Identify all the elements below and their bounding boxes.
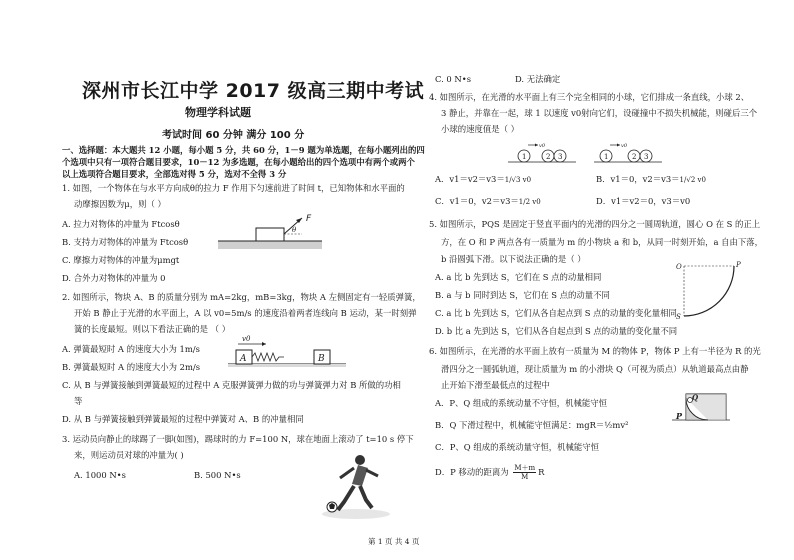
page-footer: 第 1 页 共 4 页 <box>368 537 420 546</box>
svg-text:3: 3 <box>558 153 563 161</box>
svg-text:2: 2 <box>546 153 551 161</box>
svg-text:v0: v0 <box>539 143 546 149</box>
q4-stem: 小球的速度值是（ ） <box>441 124 520 134</box>
q3-stem: 3. 运动员向静止的球踢了一脚(如图)，踢球时的力 F=100 N，球在地面上滚动了 t=10 s 停下 <box>62 434 414 444</box>
svg-text:v0: v0 <box>621 143 628 149</box>
q2-stem: 开始 B 静止于光滑的水平面上，A 以 v0=5m/s 的速度沿着两者连线向 B 运动，某一时刻弹 <box>74 308 417 318</box>
q1-stem: 1. 如图，一个物体在与水平方向成θ的拉力 F 作用下匀速前进了时间 t，已知物体和水平面的 <box>62 183 405 193</box>
q4-option-d: D．v1＝v2＝0，v3＝v0 <box>596 196 691 206</box>
q2-option-d: D. 从 B 与弹簧接触到弹簧最短的过程中弹簧对 A、B 的冲量相同 <box>62 414 304 424</box>
svg-text:P: P <box>676 411 683 421</box>
q5-arc-track <box>684 266 734 316</box>
q1-figure <box>210 210 330 255</box>
q4-stem: 3 静止，并靠在一起，球 1 以速度 v0射向它们，设碰撞中不损失机械能，则碰后三个 <box>441 108 758 118</box>
q6-fraction-denominator: M <box>521 473 529 481</box>
instructions-line: 个选项中只有一项符合题目要求，10－12 为多选题，在每小题给出的四个选项中有两个或两个 <box>62 157 415 167</box>
instructions-line: 一、选择题：本大题共 12 小题，每小题 5 分，共 60 分，1－9 题为单选题，在每小题列出的四 <box>62 145 425 155</box>
q4-figure <box>508 142 668 166</box>
q1-angle-label: θ <box>292 226 297 234</box>
q3-option-a: A. 1000 N•s <box>74 470 126 480</box>
svg-text:Q: Q <box>692 393 699 402</box>
q6-stem: 6. 如图所示，在光滑的水平面上放有一质量为 M 的物体 P，物体 P 上有一半径为 R 的光 <box>429 346 761 356</box>
exam-info: 考试时间 60 分钟 满分 100 分 <box>162 130 305 141</box>
q6-option-d: D．P 移动的距离为 $\frac{M+m}{M}$ R <box>435 464 545 481</box>
q1-option-b: B. 支持力对物体的冲量为 Ftcosθ <box>62 237 189 247</box>
q6-stem: 滑四分之一圆弧轨道，现让质量为 m 的小滑块 Q（可视为质点）从轨道最高点由静 <box>441 364 749 374</box>
q2-stem: 2. 如图所示，物块 A、B 的质量分别为 mA=2kg，mB=3kg，物块 A 左侧固定有一轻质弹簧， <box>62 292 421 302</box>
svg-text:2: 2 <box>632 153 637 161</box>
q6-stem: 止开始下滑至最低点的过程中 <box>441 380 550 390</box>
q1-option-a: A. 拉力对物体的冲量为 Ftcosθ <box>62 219 180 229</box>
q5-option-b: B. a 与 b 同时到达 S，它们在 S 点的动量不同 <box>435 290 610 300</box>
q2-option-a: A. 弹簧最短时 A 的速度大小为 1m/s <box>62 344 200 354</box>
q4-option-b: B．v1＝0，v2＝v3＝1/√2 v0 <box>596 174 706 184</box>
q1-stem: 动摩擦因数为μ，则（ ） <box>74 199 166 209</box>
q4-option-b-value: 1/√2 v0 <box>679 176 706 184</box>
q2-stem: 簧的长度最短。则以下看法正确的是 （ ） <box>74 324 231 334</box>
q5-option-c: C. a 比 b 先到达 S，它们从各自起点到 S 点的动量的变化量相同 <box>435 308 677 318</box>
svg-text:v0: v0 <box>242 335 251 343</box>
q1-option-c: C. 摩擦力对物体的冲量为μmgt <box>62 255 180 265</box>
q2-option-b: B. 弹簧最短时 A 的速度大小为 2m/s <box>62 362 201 372</box>
q2-option-c-cont: 等 <box>74 396 83 406</box>
q5-stem: b 沿圆弧下滑。以下说法正确的是（ ） <box>441 254 586 264</box>
q4-option-c: C．v1＝0，v2＝v3＝1/2 v0 <box>435 196 541 206</box>
svg-text:1: 1 <box>522 153 527 161</box>
q2-figure <box>228 334 348 368</box>
q4-option-c-value: 1/2 v0 <box>518 198 541 206</box>
q5-stem: 方，在 O 和 P 两点各有一质量为 m 的小物块 a 和 b，从同一时刻开始，a 自由下落， <box>441 237 764 247</box>
svg-text:P: P <box>736 261 741 269</box>
q4-option-a: A．v1＝v2＝v3＝1/√3 v0 <box>435 174 532 184</box>
q3-option-b: B. 500 N•s <box>194 470 241 480</box>
q6-figure <box>672 390 732 424</box>
svg-text:1: 1 <box>604 153 609 161</box>
q6-option-b: B．Q 下滑过程中，机械能守恒满足：mgR＝½mv² <box>435 420 629 430</box>
exam-title: 深州市长江中学 2017 级高三期中考试 <box>82 80 425 102</box>
soccer-player-illustration <box>318 452 398 522</box>
q5-option-a: A. a 比 b 先到达 S，它们在 S 点的动量相同 <box>435 272 602 282</box>
svg-text:O: O <box>676 263 682 271</box>
q3-option-c: C. 0 N•s <box>435 74 471 84</box>
svg-text:S: S <box>676 313 681 321</box>
q6-fraction-numerator: M＋m <box>514 464 536 472</box>
q1-block <box>256 228 284 241</box>
q5-figure <box>676 260 756 322</box>
q4-stem: 4. 如图所示，在光滑的水平面上有三个完全相同的小球，它们排成一条直线，小球 2、 <box>429 92 750 102</box>
q6-option-c: C．P、Q 组成的系统动量守恒，机械能守恒 <box>435 442 599 452</box>
q3-stem: 来，则运动员对球的冲量为( ) <box>74 450 184 460</box>
subject-title: 物理学科试题 <box>185 106 251 119</box>
svg-text:B: B <box>318 354 325 364</box>
q2-spring <box>252 353 284 361</box>
q2-option-c: C. 从 B 与弹簧接触到弹簧最短的过程中 A 克服弹簧弹力做的功与弹簧弹力对 B 所做的功相 <box>62 380 401 390</box>
q4-option-a-value: 1/√3 v0 <box>504 176 532 184</box>
q1-option-d: D. 合外力对物体的冲量为 0 <box>62 273 166 283</box>
instructions-line: 以上选项符合题目要求，全部选对得 5 分，选对不全得 3 分 <box>62 169 287 179</box>
q3-option-d: D. 无法确定 <box>515 74 561 84</box>
svg-text:A: A <box>240 354 247 364</box>
q5-option-d: D. b 比 a 先到达 S，它们从各自起点到 S 点的动量的变化量不同 <box>435 326 678 336</box>
q6-option-a: A．P、Q 组成的系统动量不守恒，机械能守恒 <box>435 398 607 408</box>
svg-text:3: 3 <box>644 153 649 161</box>
q1-force-label: F <box>306 214 312 224</box>
q5-stem: 5. 如图所示，PQS 是固定于竖直平面内的光滑的四分之一圆周轨道，圆心 O 在 S 的正上 <box>429 219 761 229</box>
